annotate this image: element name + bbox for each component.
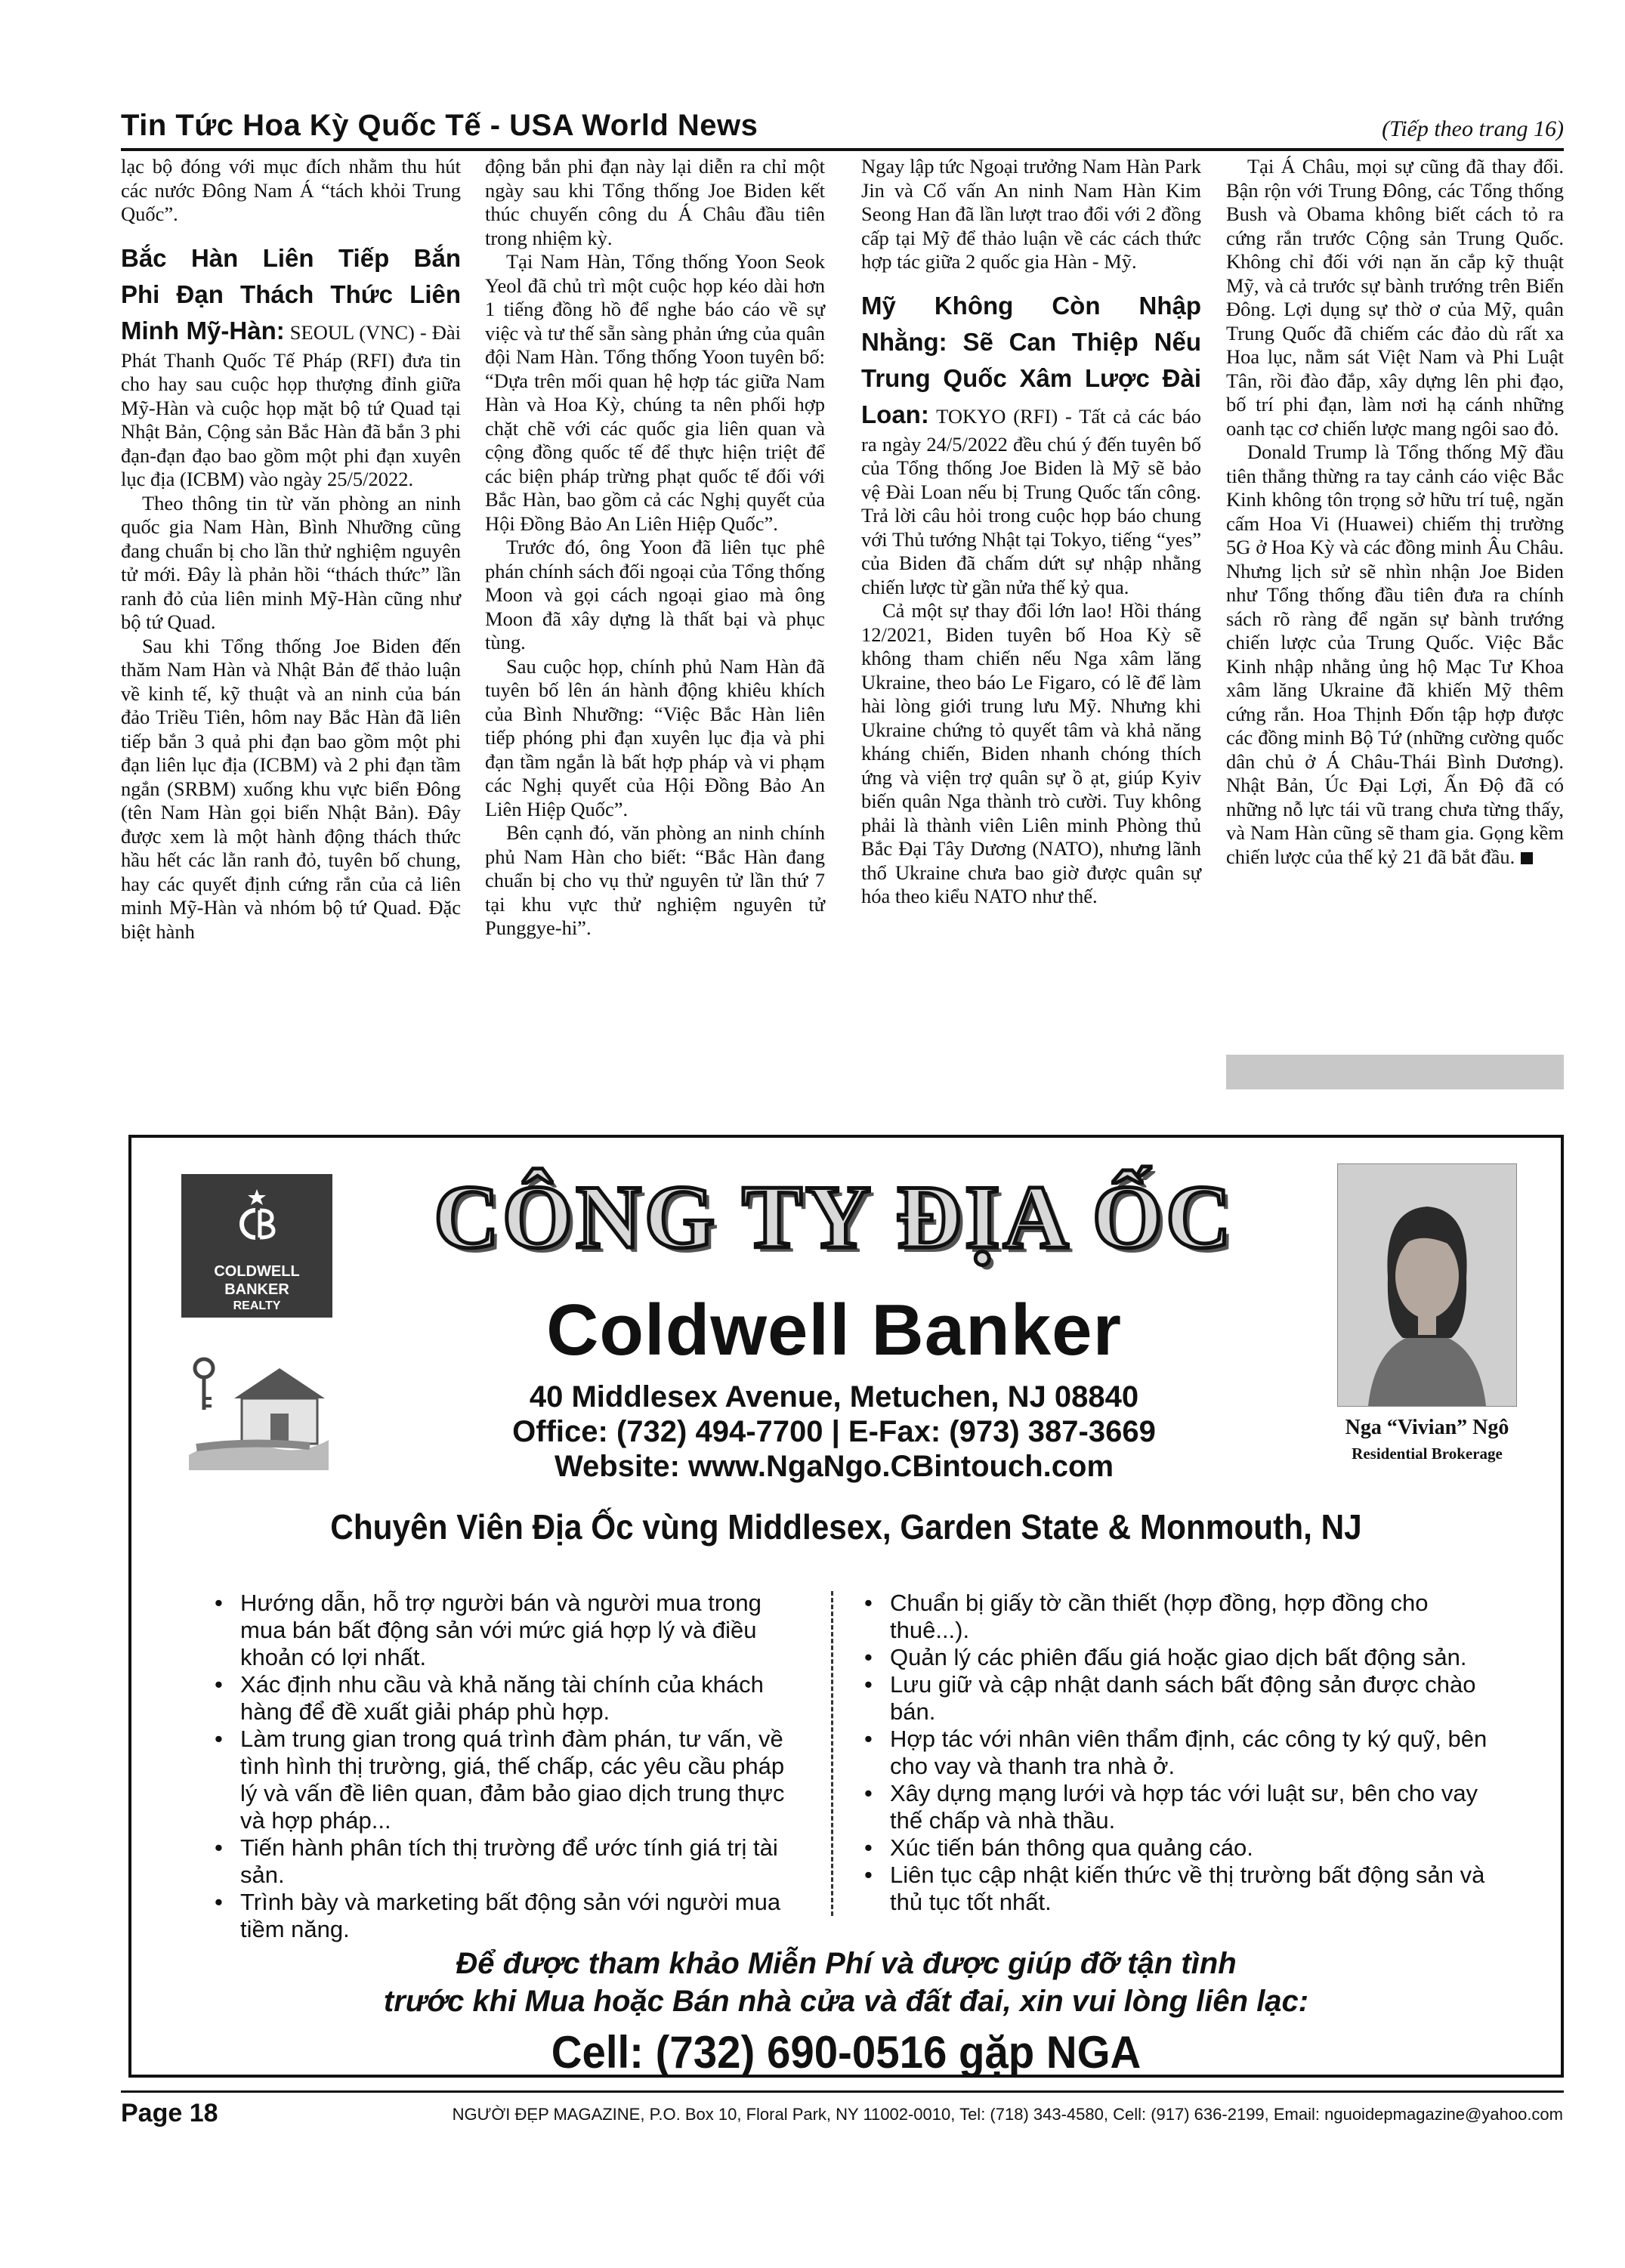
- publisher-info: NGƯỜI ĐẸP MAGAZINE, P.O. Box 10, Floral Park, NY 11002-0010, Tel: (718) 343-4580, Cell: (917) 636-2199, Email: nguoidepmagazine@yahoo.com: [452, 2105, 1563, 2124]
- office-fax: Office: (732) 494-7700 | E-Fax: (973) 387-3669: [512, 1415, 1156, 1448]
- logo-text: REALTY: [233, 1299, 281, 1312]
- article-column-1: [121, 155, 461, 944]
- list-item: • Trình bày và marketing bất động sản với người mua tiềm năng.: [212, 1889, 786, 1943]
- page-number: Page 18: [121, 2099, 218, 2127]
- agent-role: Residential Brokerage: [1352, 1445, 1503, 1463]
- paragraph: Bên cạnh đó, văn phòng an ninh chính phủ Nam Hàn cho biết: “Bắc Hàn đang chuẩn bị cho vụ thử nguyên tử lần thứ 7 tại khu vực thử nghiệm nguyên tử Punggye-hi”.: [485, 821, 825, 939]
- list-item: • Chuẩn bị giấy tờ cần thiết (hợp đồng, hợp đồng cho thuê...).: [861, 1590, 1496, 1644]
- paragraph: Trước đó, ông Yoon đã liên tục phê phán chính sách đối ngoại của Tổng thống Moon và gọi cách ngoại giao mà ông Moon đã xây dựng là thất bại và phục tùng.: [485, 536, 825, 654]
- article-column-3: [861, 155, 1201, 909]
- headline-line: Loan:: [861, 400, 929, 428]
- list-item: • Xây dựng mạng lưới và hợp tác với luật sư, bên cho vay thế chấp và nhà thầu.: [861, 1780, 1496, 1834]
- paragraph: Donald Trump là Tổng thống Mỹ đầu tiên thẳng thừng ra tay cảnh cáo việc Bắc Kinh không tôn trọng sở hữu trí tuệ, ngăn cấm Hoa Vi (Huawei) chiếm thị trường 5G ở Hoa Kỳ và các đồng minh Âu Châu. Nhưng lịch sử sẽ nhìn nhận Joe Biden như Tổng thống đầu tiên đưa ra chính sách rõ ràng để ngăn sự bành trướng chiến lược của Trung Quốc. Việc Bắc Kinh nhập nhằng ủng hộ Mạc Tư Khoa xâm lăng Ukraine đã khiến Mỹ thêm cứng rắn. Hoa Thịnh Đốn tập hợp được các đồng minh Bộ Tứ (những cường quốc dân chủ ở Á Châu-Thái Bình Dương). Nhật Bản, Úc Đại Lợi, Ấn Độ đã có những nỗ lực tái vũ trang chưa từng thấy, và Nam Hàn cũng sẽ tham gia. Gọng kềm chiến lược của thế kỷ 21 đã bắt đầu.: [1226, 440, 1564, 868]
- list-item: • Liên tục cập nhật kiến thức về thị trường bất động sản và thủ tục tốt nhất.: [861, 1862, 1496, 1916]
- section-title: Tin Tức Hoa Kỳ Quốc Tế - USA World News: [121, 109, 758, 142]
- paragraph: Tại Á Châu, mọi sự cũng đã thay đổi. Bận rộn với Trung Đông, các Tổng thống Bush và Obama không biết cách tỏ ra cứng rắn trước Cộng sản Trung Quốc. Không chỉ đối với nạn ăn cắp kỹ thuật Mỹ, và cả trước sự bành trướng trên Biển Đông. Lợi dụng sự thờ ơ của Mỹ, quân Trung Quốc đã chiếm các đảo dù rất xa Hoa lục, nằm sát Việt Nam và Phi Luật Tân, rồi đào đắp, xây dựng lên phi đạo, bố trí phi đạn, làm nơi hạ cánh những oanh tạc cơ chiến lược mang ngôi sao đỏ.: [1226, 155, 1564, 440]
- website[interactable]: Website: www.NgaNgo.CBintouch.com: [554, 1450, 1114, 1483]
- address: 40 Middlesex Avenue, Metuchen, NJ 08840: [529, 1380, 1139, 1414]
- call-to-action-line: Để được tham khảo Miễn Phí và được giúp đỡ tận tình: [456, 1947, 1237, 1980]
- footer-rule: [121, 2090, 1564, 2093]
- call-to-action-line: trước khi Mua hoặc Bán nhà cửa và đất đai, xin vui lòng liên lạc:: [383, 1985, 1309, 2018]
- list-item: • Làm trung gian trong quá trình đàm phán, tư vấn, về tình hình thị trường, giá, thế chấp, các yêu cầu pháp lý và vấn đề liên quan, đảm bảo giao dịch trung thực và hợp pháp...: [212, 1726, 786, 1834]
- paragraph: Tại Nam Hàn, Tổng thống Yoon Seok Yeol đã chủ trì một cuộc họp kéo dài hơn 1 tiếng đồng hồ để nghe báo cáo về sự việc và tư thế sẵn sàng phản ứng của quân đội Nam Hàn. Tổng thống Yoon tuyên bố: “Dựa trên mối quan hệ hợp tác giữa Nam Hàn và Hoa Kỳ, chúng ta nên phối hợp chặt chẽ với các quốc gia liên quan và cộng đồng quốc tế để thực hiện triệt để các biện pháp trừng phạt quốc tế đối với Bắc Hàn, bao gồm cả các Nghị quyết của Hội Đồng Bảo An Liên Hiệp Quốc”.: [485, 250, 825, 535]
- headline-line: Trung Quốc Xâm Lược Đài: [861, 363, 1201, 392]
- services-list-left: [212, 1590, 786, 1943]
- headline-line: Nhằng: Sẽ Can Thiệp Nếu: [861, 327, 1201, 356]
- headline-taiwan: [861, 288, 1201, 397]
- headline-line: Mỹ Không Còn Nhập: [861, 291, 1201, 320]
- specialist-heading: Chuyên Viên Địa Ốc vùng Middlesex, Garden State & Monmouth, NJ: [330, 1507, 1362, 1547]
- house-key-illustration: [181, 1327, 332, 1478]
- article-column-4: [1226, 155, 1564, 869]
- page-header: [121, 106, 1564, 151]
- cb-monogram-icon: [234, 1188, 280, 1245]
- list-item: • Hướng dẫn, hỗ trợ người bán và người mua trong mua bán bất động sản với mức giá hợp lý và điều khoản có lợi nhất.: [212, 1590, 786, 1671]
- list-item: • Quản lý các phiên đấu giá hoặc giao dịch bất động sản.: [861, 1644, 1496, 1671]
- paragraph: TOKYO (RFI) - Tất cả các báo ra ngày 24/5/2022 đều chú ý đến tuyên bố của Tổng thống Joe Biden là Mỹ sẽ bảo vệ Đài Loan nếu bị Trung Quốc tấn công. Trả lời câu hỏi trong cuộc họp báo chung với Thủ tướng Nhật tại Tokyo, tiếng “yes” của Biden đã chấm dứt sự nhập nhằng chiến lược từ gần nửa thế kỷ qua.: [861, 404, 1201, 598]
- list-item: • Xác định nhu cầu và khả năng tài chính của khách hàng để đề xuất giải pháp phù hợp.: [212, 1671, 786, 1726]
- cell-phone[interactable]: Cell: (732) 690-0516 gặp NGA: [551, 2027, 1142, 2078]
- headline-line: Minh Mỹ-Hàn:: [121, 316, 285, 345]
- real-estate-ad: [128, 1135, 1564, 2078]
- list-item: • Tiến hành phân tích thị trường để ước tính giá trị tài sản.: [212, 1834, 786, 1889]
- continued-note: (Tiếp theo trang 16): [1382, 116, 1564, 141]
- ad-headline: CÔNG TY ĐỊA ỐC: [434, 1166, 1234, 1267]
- logo-text: COLDWELL: [214, 1263, 300, 1280]
- paragraph: động bắn phi đạn này lại diễn ra chỉ một ngày sau khi Tổng thống Joe Biden kết thúc chuyến công du Á Châu đầu tiên trong nhiệm kỳ.: [485, 155, 825, 249]
- paragraph: Cả một sự thay đổi lớn lao! Hồi tháng 12/2021, Biden tuyên bố Hoa Kỳ sẽ không tham chiến nếu Nga xâm lăng Ukraine, theo báo Le Figaro, có lẽ để làm hài lòng giới trung lưu Mỹ. Nhưng khi Ukraine chứng tỏ quyết tâm và khả năng kháng chiến, Biden nhanh chóng thích ứng và viện trợ quân sự ồ ạt, giúp Kyiv biến quân Nga thành trò cười. Tuy không phải là thành viên Liên minh Phòng thủ Bắc Đại Tây Dương (NATO), nhưng lãnh thổ Ukraine chưa bao giờ được quân sự hóa theo kiểu NATO như thế.: [861, 599, 1201, 907]
- list-item: • Hợp tác với nhân viên thẩm định, các công ty ký quỹ, bên cho vay và thanh tra nhà ở.: [861, 1726, 1496, 1780]
- headline-north-korea: [121, 240, 461, 313]
- article-column-2: [485, 155, 825, 941]
- services-list-right: [861, 1590, 1496, 1916]
- headline-line: Bắc Hàn Liên Tiếp Bắn: [121, 243, 461, 272]
- agent-photo: [1337, 1163, 1517, 1407]
- contact-block: [373, 1380, 1295, 1484]
- paragraph: SEOUL (VNC) - Đài Phát Thanh Quốc Tế Pháp (RFI) đưa tin cho hay sau cuộc họp thượng đỉnh giữa Mỹ-Hàn và cuộc họp mặt bộ tứ Quad tại Nhật Bản, Cộng sản Bắc Hàn đã bắn 3 phi đạn-đạn đạo bao gồm một phi đạn xuyên lục địa (ICBM) vào ngày 25/5/2022.: [121, 320, 462, 490]
- end-mark-icon: [1521, 852, 1533, 864]
- paragraph: Theo thông tin từ văn phòng an ninh quốc gia Nam Hàn, Bình Nhưỡng cũng đang chuẩn bị cho lần thử nghiệm nguyên tử mới. Đây là phản hồi “thách thức” lần ranh đỏ của liên minh Mỹ-Hàn cũng như bộ tứ Quad.: [121, 491, 461, 633]
- header-rule: [121, 148, 1564, 151]
- paragraph: Sau khi Tổng thống Joe Biden đến thăm Nam Hàn và Nhật Bản để thảo luận về kinh tế, kỹ thuật và an ninh của bán đảo Triều Tiên, hôm nay Bắc Hàn đã liên tiếp bắn 3 quả phi đạn bao gồm một phi đạn liên lục địa (ICBM) và 2 phi đạn tầm ngắn (SRBM) xuống khu vực biển Đông (tên Nam Hàn gọi biển Nhật Bản). Đây được xem là một hành động thách thức hầu hết các lằn ranh đỏ, tuyên bố chung, hay các quyết định cứng rắn của cả liên minh Mỹ-Hàn và nhóm bộ tứ Quad. Đặc biệt hành: [121, 634, 461, 943]
- paragraph: lạc bộ đóng với mục đích nhằm thu hút các nước Đông Nam Á “tách khỏi Trung Quốc”.: [121, 155, 461, 225]
- agent-name: Nga “Vivian” Ngô: [1345, 1416, 1509, 1439]
- list-item: • Lưu giữ và cập nhật danh sách bất động sản được chào bán.: [861, 1671, 1496, 1726]
- headline-line: Phi Đạn Thách Thức Liên: [121, 280, 461, 308]
- coldwell-banker-logo: [181, 1174, 332, 1318]
- grey-filler-box: [1226, 1055, 1564, 1089]
- agent-portrait-icon: [1338, 1164, 1516, 1406]
- company-name: Coldwell Banker: [546, 1290, 1122, 1370]
- paragraph: Ngay lập tức Ngoại trưởng Nam Hàn Park Jin và Cố vấn An ninh Nam Hàn Kim Seong Han đã lần lượt trao đổi với 2 đồng cấp tại Mỹ để thảo luận về các cách thức hợp tác giữa 2 quốc gia Hàn - Mỹ.: [861, 155, 1201, 273]
- paragraph: Sau cuộc họp, chính phủ Nam Hàn đã tuyên bố lên án hành động khiêu khích của Bình Nhưỡng: “Việc Bắc Hàn liên tiếp phóng phi đạn xuyên lục địa và phi đạn tầm ngắn là bất hợp pháp và vi phạm các Nghị quyết của Hội Đồng Bảo An Liên Hiệp Quốc”.: [485, 654, 825, 820]
- logo-text: BANKER: [224, 1281, 289, 1298]
- dashed-divider: [831, 1591, 833, 1916]
- list-item: • Xúc tiến bán thông qua quảng cáo.: [861, 1834, 1496, 1862]
